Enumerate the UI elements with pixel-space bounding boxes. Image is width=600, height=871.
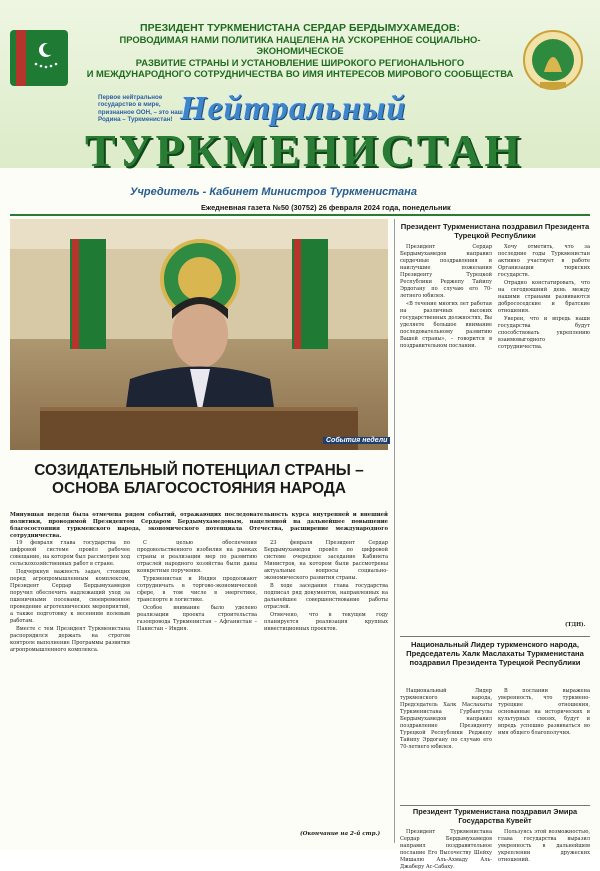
paragraph: «В течение многих лет работая на различных высоких государственных должностях, Вы уделяете большое внимание последовательному развитию Вашей страны», – говорится в поздравительном послании. [400, 301, 492, 350]
paragraph: Уверен, что и впредь наши государства будут способствовать укреплению взаимовыгодного сотрудничества. [498, 316, 590, 351]
paragraph: Вместе с тем Президент Туркменистана распорядился держать на строгом контроле выполнение Программы развития агропромышленного комплекса. [10, 626, 130, 654]
side-article-column [400, 688, 492, 806]
side-article-headline: Президент Туркменистана поздравил Эмира Государства Кувейт [412, 807, 578, 825]
paragraph: Национальный Лидер туркменского народа, Председатель Халк Маслахаты Туркменистана Гурбангулы Бердымухамедов направил поздравление Президенту Турецкой Республики Реджепу Тайипу Эрдогану по случаю его 70-летнего юбилея. [400, 688, 492, 751]
newspaper-title-line1: Нейтральный [180, 90, 407, 127]
paragraph: 19 февраля глава государства по цифровой системе провёл рабочее совещание, на котором был рассмотрен ход сельскохозяйственных работ в стране. [10, 540, 130, 568]
paragraph: Отмечено, что в текущем году планируется реализация крупных инвестиционных проектов. [264, 612, 388, 633]
paragraph: Хочу отметить, что за последние годы Туркменистан активно участвует в работе Организации тюркских государств. [498, 244, 590, 279]
continued-note: (Окончание на 2-й стр.) [300, 831, 381, 837]
side-article-column [498, 829, 590, 864]
main-headline: СОЗИДАТЕЛЬНЫЙ ПОТЕНЦИАЛ СТРАНЫ – ОСНОВА БЛАГОСОСТОЯНИЯ НАРОДА [34, 462, 364, 498]
side-article-column [498, 688, 590, 806]
paragraph: 23 февраля Президент Сердар Бердымухамедов провёл по цифровой системе очередное заседание Кабинета Министров, на котором были рассмотрены актуальные вопросы социально-экономического развития страны. [264, 540, 388, 582]
paragraph: Пользуясь этой возможностью, глава государства выразил уверенность в дальнейшем укреплении дружеских отношений. [498, 829, 590, 864]
presidential-slogan [80, 22, 520, 79]
agency-credit: (ТДН). [565, 622, 586, 628]
column-divider [394, 219, 395, 843]
slogan-line: И МЕЖДУНАРОДНОГО СОТРУДНИЧЕСТВА ВО ИМЯ ИНТЕРЕСОВ МИРОВОГО СООБЩЕСТВА [86, 67, 514, 79]
paragraph: Отрадно констатировать, что на сегодняшний день между нашими странами развиваются добрососедские и братские отношения. [498, 280, 590, 315]
photo-caption: События недели [323, 437, 390, 444]
slogan-line: РАЗВИТИЕ СТРАНЫ И УСТАНОВЛЕНИЕ ШИРОКОГО РЕГИОНАЛЬНОГО [135, 56, 465, 68]
side-article-headline: Президент Туркменистана поздравил Президента Турецкой Республики [400, 222, 590, 241]
divider [400, 805, 590, 806]
side-article-column [400, 244, 492, 632]
main-lead: Минувшая неделя была отмечена рядом событий, отражающих последовательность курса внутренней и внешней политики, проводимой Президентом Сердаром Бердымухамедовым, нацеленной на дальнейшее повышение благосостояния туркменского народа, экономического потенциала Отечества, расширение международного сотрудничества. [10, 512, 388, 540]
flag-emblem-icon [8, 26, 70, 92]
anniversary-emblem-icon [522, 28, 584, 94]
main-article-column [264, 540, 388, 832]
main-article-column [10, 540, 130, 840]
paragraph: Подчеркнув важность задач, стоящих перед агропромышленным комплексом, Президент Сердар Бердымухамедов поручил обеспечить надлежащий уход за пшеничными посевами, своевременное проведение агротехнических мероприятий, а также подготовку к весенним полевым работам. [10, 569, 130, 625]
neutrality-note: Первое нейтральное государство в мире, признанное ООН, – это наша Родина – Туркменистан! [98, 94, 187, 124]
slogan-line: ПРЕЗИДЕНТ ТУРКМЕНИСТАНА СЕРДАР БЕРДЫМУХАМЕДОВ: [140, 22, 460, 34]
side-article-column [400, 829, 492, 871]
paragraph: Туркменистан и Индия продолжают сотрудничать в торгово-экономической сфере, в том числе в энергетике, транспорте и логистике. [137, 576, 257, 604]
slogan-line: ПРОВОДИМАЯ НАМИ ПОЛИТИКА НАЦЕЛЕНА НА УСКОРЕННОЕ СОЦИАЛЬНО-ЭКОНОМИЧЕСКОЕ [119, 34, 481, 57]
front-page-photo [10, 219, 388, 450]
founder-line: Учредитель - Кабинет Министров Туркменистана [130, 186, 417, 198]
main-article-column [137, 540, 257, 840]
paragraph: В ходе заседания глава государства подписал ряд документов, направленных на дальнейшее совершенствование работы отраслей. [264, 583, 388, 611]
side-article-headline: Национальный Лидер туркменского народа, Председатель Халк Маслахаты Туркменистана поздравил Президента Турецкой Республики [406, 640, 584, 668]
president-photo-illustration [10, 219, 388, 450]
masthead [0, 0, 600, 176]
paragraph: С целью обеспечения продовольственного изобилия на рынках страны и реализации мер по развитию отраслей народного хозяйства были даны конкретные поручения. [137, 540, 257, 575]
paragraph: Особое внимание было уделено реализации проекта строительства газопровода Туркменистан – Афганистан – Пакистан – Индия. [137, 605, 257, 633]
divider [10, 214, 590, 216]
paragraph: Президент Туркменистана Сердар Бердымухамедов направил поздравительное послание Его Высочеству Шейху Мишалю Аль-Ахмаду Аль-Джаберу Ас-Сабаху. [400, 829, 492, 871]
paragraph: Президент Сердар Бердымухамедов направил сердечные поздравления и наилучшие пожелания Президенту Турецкой Республики Реджепу Тайипу Эрдогану по случаю его 70-летнего юбилея. [400, 244, 492, 300]
paragraph: В послании выражена уверенность, что туркмено-турецкие отношения, основанные на исторических и культурных связях, будут и впредь успешно развиваться во имя общего благополучия. [498, 688, 590, 737]
issue-info: Ежедневная газета №50 (30752) 26 февраля 2024 года, понедельник [201, 203, 451, 212]
newspaper-title-line2: ТУРКМЕНИСТАН [85, 125, 524, 176]
side-article-column [498, 244, 590, 632]
divider [400, 636, 590, 637]
